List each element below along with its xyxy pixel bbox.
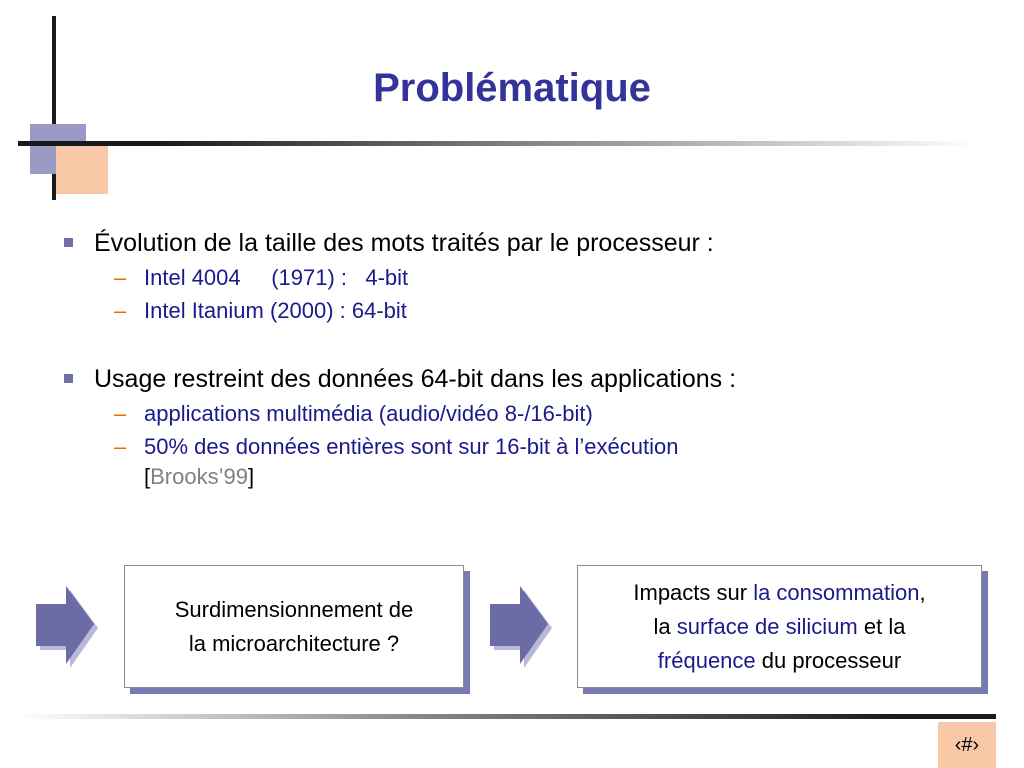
box1-line1: Surdimensionnement de: [174, 596, 414, 622]
bullet-1-text: Évolution de la taille des mots traités par le processeur :: [94, 229, 714, 257]
sub-bullet-2-2: [58, 432, 958, 492]
arrow-right-icon: [36, 586, 102, 672]
arrow-right-icon: [490, 586, 556, 672]
sub-bullet-1-2: [58, 296, 958, 326]
box2-text: la: [653, 613, 677, 639]
sub-bullet-1-1: [58, 263, 958, 293]
box-impacts: [577, 565, 982, 688]
citation-bracket-open: [: [144, 464, 151, 489]
box2-text: et la: [857, 613, 906, 639]
box1-line2: la microarchitecture ?: [188, 630, 400, 656]
box2-text: du processeur: [755, 647, 902, 673]
dash-bullet-icon: –: [114, 265, 127, 290]
sub-bullet-text: Intel Itanium (2000) : 64-bit: [144, 298, 407, 323]
sub-bullet-text: Intel 4004 (1971) : 4-bit: [144, 265, 409, 290]
slide-title: Problématique: [373, 66, 651, 110]
decor-peach-square: [56, 146, 108, 194]
box2-highlight: la consommation: [753, 579, 920, 605]
sub-bullet-2-1: [58, 399, 958, 429]
square-bullet-icon: [64, 374, 73, 383]
box-oversizing: [124, 565, 464, 688]
bullet-2-text: Usage restreint des données 64-bit dans les applications :: [94, 365, 737, 393]
decor-footer-line: [18, 714, 996, 719]
citation-link[interactable]: Brooks’99: [150, 464, 248, 489]
square-bullet-icon: [64, 238, 73, 247]
dash-bullet-icon: –: [114, 401, 127, 426]
bullet-2: [58, 362, 958, 396]
bullet-1: [58, 226, 958, 260]
decor-horizontal-line: [18, 141, 978, 146]
box2-text: Impacts sur: [633, 579, 754, 605]
sub-bullet-text: 50% des données entières sont sur 16-bit à l’exécution: [144, 434, 679, 459]
box2-highlight: surface de silicium: [676, 613, 858, 639]
citation-bracket-close: ]: [247, 464, 255, 489]
dash-bullet-icon: –: [114, 298, 127, 323]
bullet-list: [58, 226, 958, 492]
sub-bullet-text: applications multimédia (audio/vidéo 8-/16-bit): [144, 401, 593, 426]
box2-highlight: fréquence: [657, 647, 756, 673]
page-number: ‹#›: [938, 722, 996, 768]
dash-bullet-icon: –: [114, 434, 127, 459]
box2-text: ,: [919, 579, 926, 605]
